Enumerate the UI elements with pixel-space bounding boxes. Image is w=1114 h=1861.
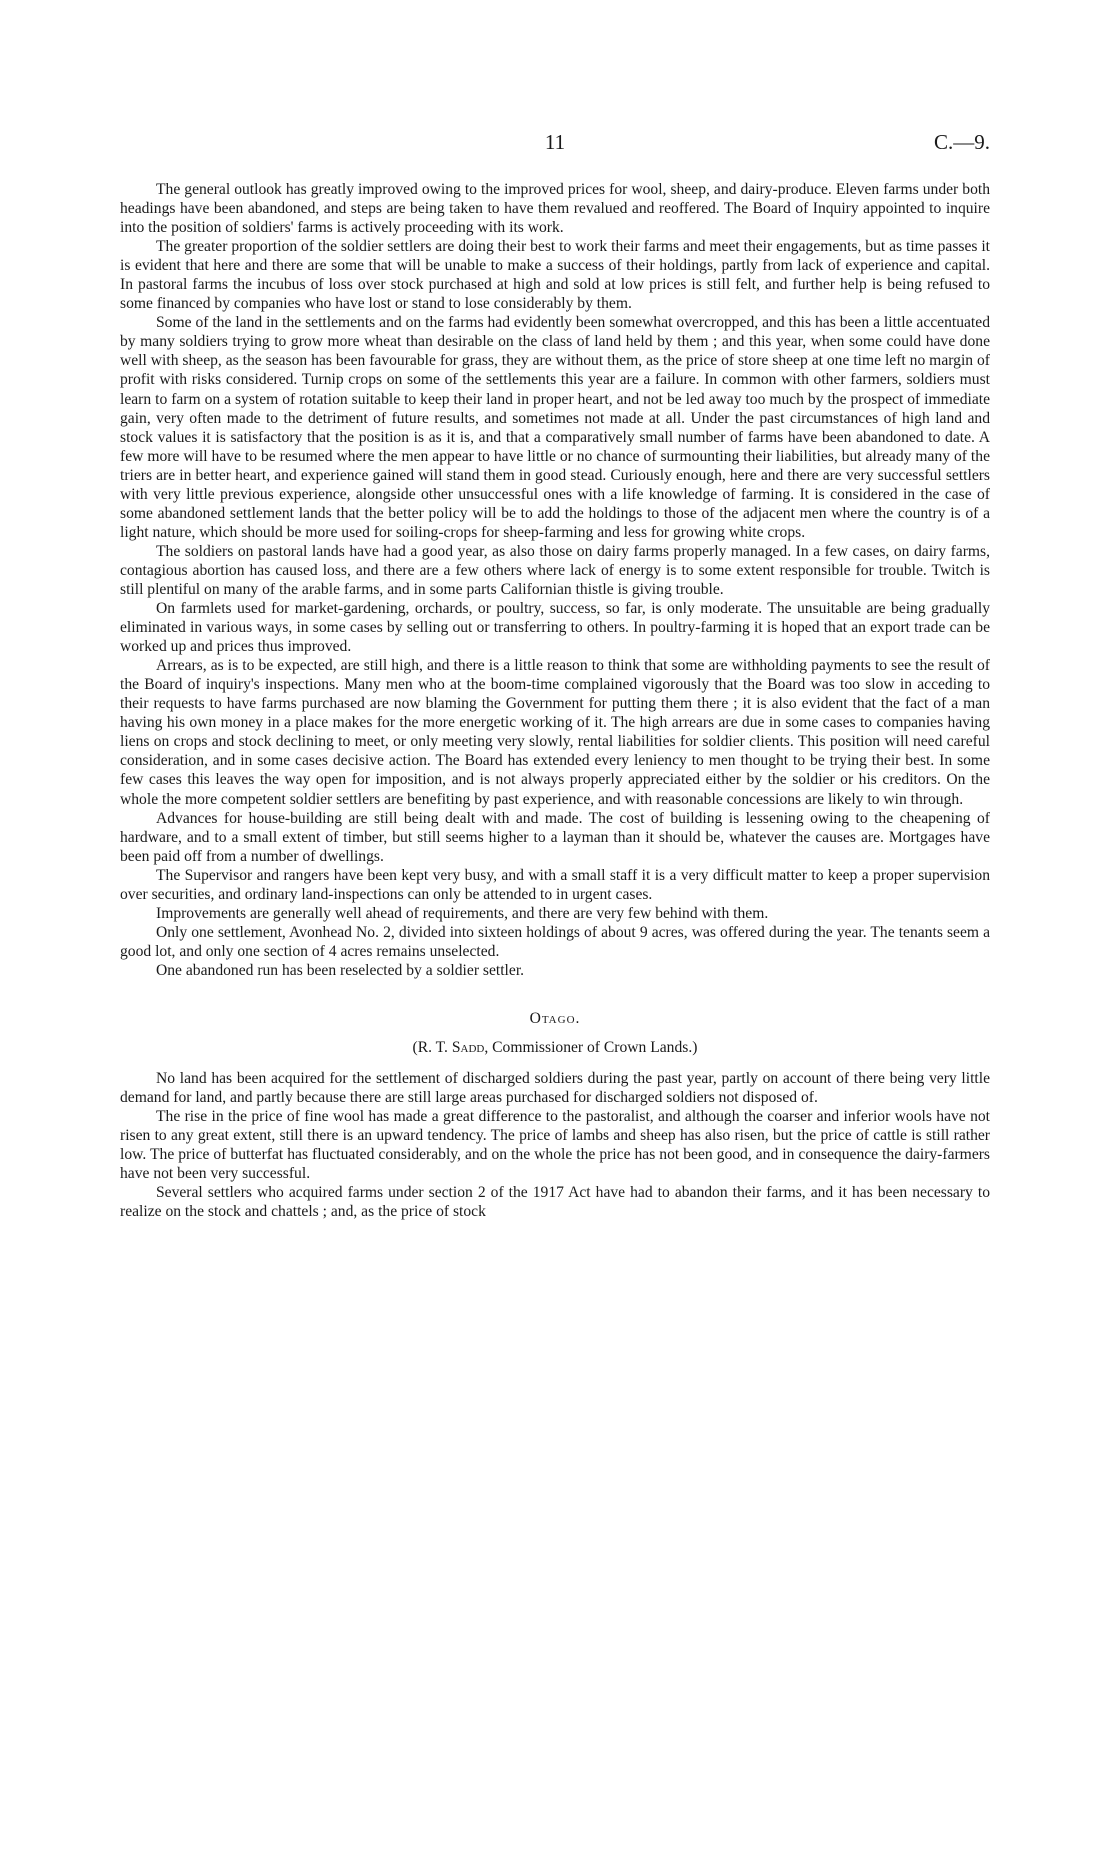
- subtitle-open: (R. T.: [412, 1039, 452, 1057]
- paragraph: No land has been acquired for the settlement of discharged soldiers during the past year, partly on account of there being very little demand for land, and partly because there are still large areas purchased for discharged soldiers not disposed of.: [120, 1070, 990, 1107]
- paragraph: Improvements are generally well ahead of requirements, and there are very few behind with them.: [156, 904, 769, 922]
- paragraph: The rise in the price of fine wool has made a great difference to the pastoralist, and although the coarser and inferior wools have not risen to any great extent, still there is an upward tendency. The price of lambs and sheep has also risen, but the price of cattle is still rather low. The price of butterfat has fluctuated considerably, and on the whole the price has not been good, and in consequence the dairy-farmers have not been very successful.: [120, 1108, 990, 1183]
- page-number: 11: [544, 130, 566, 154]
- paragraph: On farmlets used for market-gardening, orchards, or poultry, success, so far, is only moderate. The unsuitable are being gradually eliminated in various ways, in some cases by selling out or transferring to others. In poultry-farming it is hoped that an export trade can be worked up and prices thus improved.: [120, 600, 990, 656]
- paragraph: Some of the land in the settlements and on the farms had evidently been somewhat overcropped, and this has been a little accentuated by many soldiers trying to grow more wheat than desirable on the class of land held by them ; and this year, when some could have done well with sheep, as the season has been favourable for grass, they are without them, as the price of store sheep at one time left no margin of profit with risks considered. Turnip crops on some of the settlements this year are a failure. In common with other farmers, soldiers must learn to farm on a system of rotation suitable to keep their land in proper heart, and not be led away too much by the prospect of immediate gain, very often made to the detriment of future results, and sometimes not made at all. Under the past circumstances of high land and stock values it is satisfactory that the position is as it is, and that a comparatively small number of farms have been abandoned to date. A few more will have to be resumed where the men appear to have little or no chance of surmounting their liabilities, but already many of the triers are in better heart, and experience gained will stand them in good stead. Curiously enough, here and there are very successful settlers with very little previous experience, alongside other unsuccessful ones with a life knowledge of farming. It is considered in the case of some abandoned settlement lands that the better policy will be to add the holdings to those of the adjacent men where the country is of a light nature, which should be more used for soiling-crops for sheep-farming and less for growing white crops.: [120, 314, 990, 541]
- paragraph: Advances for house-building are still being dealt with and made. The cost of building is lessening owing to the cheapening of hardware, and to a small extent of timber, but still seems higher to a layman than it should be, whatever the causes are. Mortgages have been paid off from a number of dwellings.: [120, 809, 990, 865]
- paragraph: Several settlers who acquired farms under section 2 of the 1917 Act have had to abandon their farms, and it has been necessary to realize on the stock and chattels ; and, as the price of stock: [120, 1184, 990, 1221]
- body-text: [120, 180, 990, 1221]
- paragraph: Only one settlement, Avonhead No. 2, divided into sixteen holdings of about 9 acres, was offered during the year. The tenants seem a good lot, and only one section of 4 acres remains unselected.: [120, 923, 990, 960]
- section-title: Otago.: [529, 1009, 581, 1027]
- section-subtitle: [120, 1038, 990, 1057]
- paragraph: Arrears, as is to be expected, are still high, and there is a little reason to think that some are withholding payments to see the result of the Board of inquiry's inspections. Many men who at the boom-time complained vigorously that the Board was too slow in acceding to their requests to have farms purchased are now blaming the Government for putting them there ; it is also evident that the fact of a man having his own money in a place makes for the more energetic working of it. The high arrears are due in some cases to companies having liens on crops and stock declining to meet, or only meeting very slowly, rental liabilities for soldier clients. This position will need careful consideration, and in some cases decisive action. The Board has extended every leniency to men thought to be trying their best. In some few cases this leaves the way open for imposition, and is not always properly appreciated either by the soldier or his creditors. On the whole the more competent soldier settlers are benefiting by past experience, and with reasonable concessions are likely to win through.: [120, 657, 990, 808]
- paragraph: The greater proportion of the soldier settlers are doing their best to work their farms and meet their engagements, but as time passes it is evident that here and there are some that will be unable to make a success of their holdings, partly from lack of experience and capital. In pastoral farms the incubus of loss over stock purchased at high and sold at low prices is still felt, and further help is being refused to some financed by companies who have lost or stand to lose considerably by them.: [120, 238, 991, 313]
- paragraph: The soldiers on pastoral lands have had a good year, as also those on dairy farms properly managed. In a few cases, on dairy farms, contagious abortion has caused loss, and there are a few others where lack of energy is to some extent responsible for trouble. Twitch is still plentiful on many of the arable farms, and in some parts Californian thistle is giving trouble.: [120, 542, 990, 598]
- commissioner-name: Sadd: [451, 1039, 485, 1057]
- page-header: [120, 130, 990, 160]
- paragraph: One abandoned run has been reselected by a soldier settler.: [156, 961, 525, 979]
- paragraph: The Supervisor and rangers have been kept very busy, and with a small staff it is a very difficult matter to keep a proper supervision over securities, and ordinary land-inspections can only be attended to in urgent cases.: [120, 866, 990, 903]
- subtitle-close: , Commissioner of Crown Lands.): [484, 1039, 698, 1057]
- document-reference: C.—9.: [933, 130, 990, 154]
- paragraph: The general outlook has greatly improved owing to the improved prices for wool, sheep, and dairy-produce. Eleven farms under both headings have been abandoned, and steps are being taken to have them revalued and reoffered. The Board of Inquiry appointed to inquire into the position of soldiers' farms is actively proceeding with its work.: [120, 181, 990, 237]
